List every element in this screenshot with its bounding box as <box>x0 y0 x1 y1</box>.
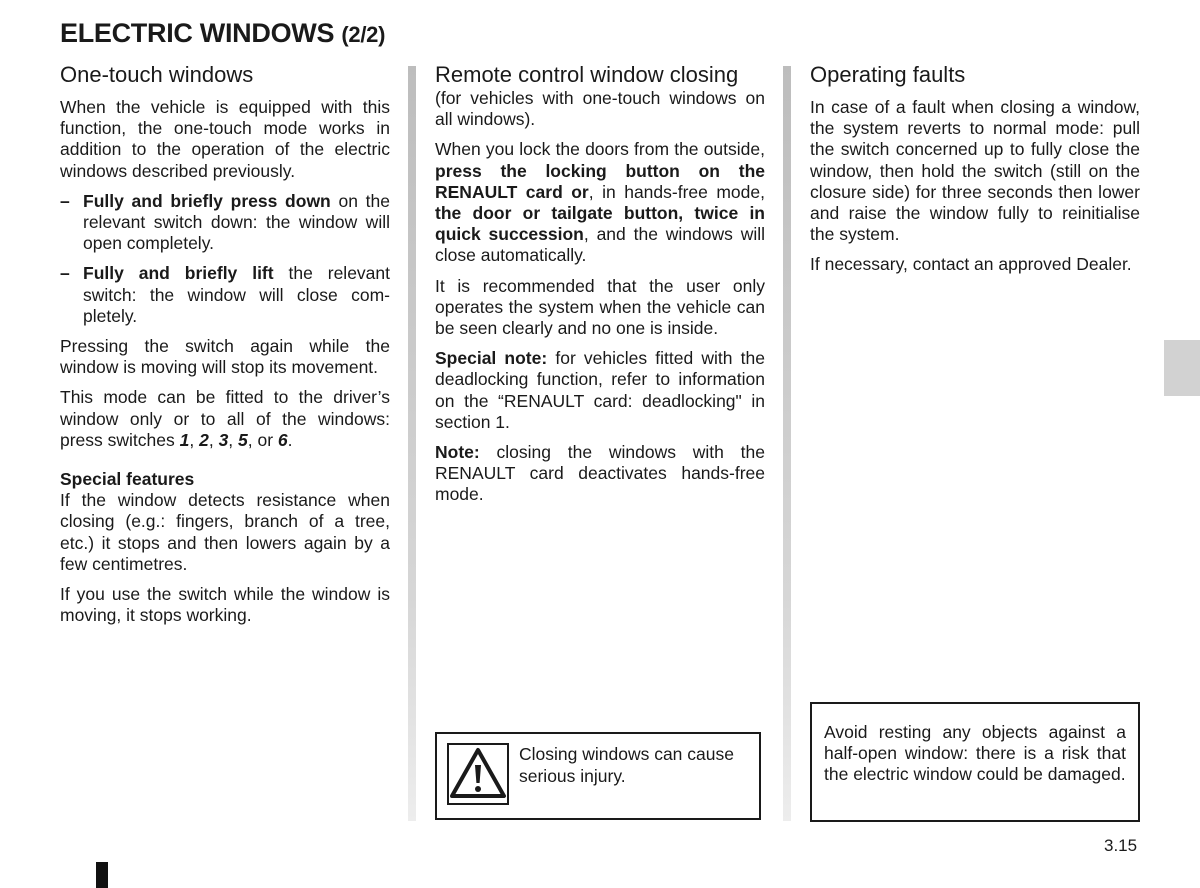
bullet-text <box>83 263 390 327</box>
bullet-bold: Fully and briefly lift <box>83 263 274 284</box>
lock-text-2: , in hands-free mode, <box>588 181 765 202</box>
caution-note-box: Avoid resting any objects against a half-open window: there is a risk that the electric window could be damaged. <box>810 702 1140 822</box>
switch-2: 2 <box>199 429 209 450</box>
intro-paragraph: When the vehicle is equipped with this function, the one-touch mode works in addition to the operation of the electric windows described previously. <box>60 97 390 181</box>
page-title-text: ELECTRIC WINDOWS <box>60 18 335 48</box>
switch-3: 3 <box>218 429 229 450</box>
heading-one-touch: One-touch windows <box>60 62 254 87</box>
corner-mark <box>96 862 108 888</box>
switch-6: 6 <box>277 429 288 450</box>
bullet-text <box>83 191 390 255</box>
bullet-dash: – <box>60 190 70 211</box>
lock-text-3: , and the windows will close automatically. <box>435 224 765 266</box>
recommend-paragraph: It is recommended that the user only operates the system when the vehicle can be seen clearly and no one is inside. <box>435 275 765 339</box>
special-note-text: for vehicles fitted with the deadlocking function, refer to information on the “RENAULT card: deadlocking" in section 1. <box>435 348 765 432</box>
period: . <box>287 429 293 450</box>
switch-while-moving-paragraph: If you use the switch while the window is moving, it stops working. <box>60 584 390 626</box>
note-paragraph <box>435 442 765 506</box>
heading-remote-closing: Remote control window closing <box>435 62 739 87</box>
remote-sub: (for vehicles with one-touch windows on all windows). <box>435 88 765 130</box>
lock-bold-2: the door or tailgate button, twice in quick succession <box>435 203 765 245</box>
special-note-label: Special note: <box>435 348 548 369</box>
column-operating-faults <box>810 62 1140 285</box>
warning-triangle-icon <box>447 743 509 805</box>
page-number: 3.15 <box>1104 836 1138 855</box>
bullet-bold: Fully and briefly press down <box>83 190 331 211</box>
separator: , <box>228 429 239 450</box>
dealer-paragraph: If necessary, contact an approved Dealer. <box>810 254 1132 275</box>
switch-5: 5 <box>238 429 248 450</box>
mode-text: This mode can be fitted to the driver’s window only or to all of the windows: press switches <box>60 387 390 450</box>
separator: , <box>189 429 200 450</box>
bullet-dash: – <box>60 263 70 284</box>
lock-bold-1: press the locking button on the RENAULT card or <box>435 160 765 202</box>
note-label: Note: <box>435 442 480 463</box>
special-note-paragraph <box>435 348 765 433</box>
switch-1: 1 <box>179 429 190 450</box>
separator: , or <box>247 429 278 450</box>
column-divider-left <box>408 66 416 821</box>
section-side-tab <box>1164 340 1200 396</box>
page-title <box>60 18 385 49</box>
column-one-touch <box>60 62 390 635</box>
heading-operating-faults: Operating faults <box>810 62 966 87</box>
separator: , <box>208 429 219 450</box>
column-divider-right <box>783 66 791 821</box>
fault-paragraph: In case of a fault when closing a window, the system reverts to normal mode: pull the switch concerned up to fully close the window, then hold the switch (still on the closure side) for three seconds then lower and raise the window fully to reinitialise the system. <box>810 97 1140 245</box>
special-features-text: If the window detects resistance when closing (e.g.: fingers, branch of a tree, etc.) it stops and then lowers again by a few centimetres. <box>60 490 390 574</box>
note-text: closing the windows with the RENAULT card deactivates hands-free mode. <box>435 442 765 505</box>
bullet-lift <box>60 263 390 327</box>
mode-paragraph <box>60 387 390 451</box>
lock-paragraph <box>435 139 765 266</box>
lock-text-1: When you lock the doors from the outside, <box>435 139 765 160</box>
warning-box <box>435 732 761 820</box>
column-remote-closing <box>435 62 765 515</box>
warning-text: Closing windows can cause serious injury. <box>519 744 734 786</box>
bullet-press-down <box>60 191 390 255</box>
special-features-title: Special features <box>60 469 195 490</box>
stop-paragraph: Pressing the switch again while the window is moving will stop its movement. <box>60 336 390 378</box>
bullet-rest: on the relevant switch down: the window will open completely. <box>83 190 390 254</box>
bullet-rest: the relevant switch: the window will close completely. <box>83 263 391 326</box>
page-title-part: (2/2) <box>341 22 386 47</box>
